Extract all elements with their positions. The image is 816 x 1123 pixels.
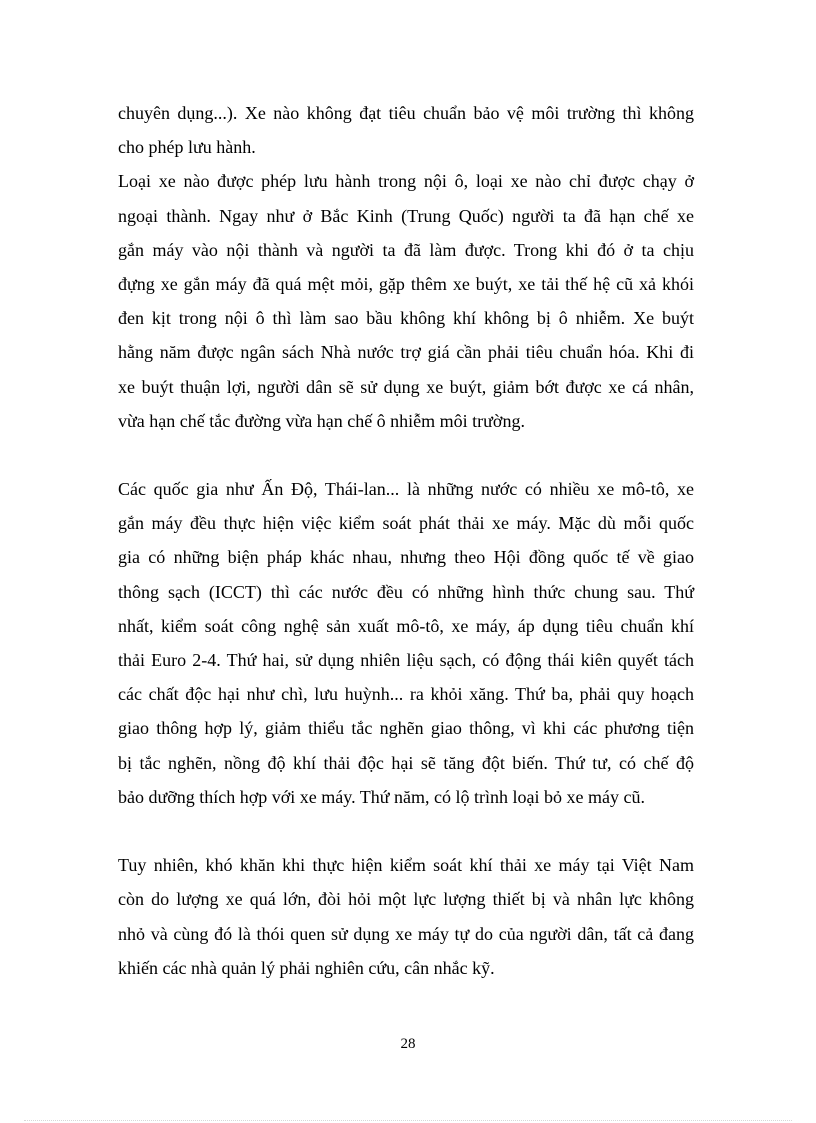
text-line: nhất, kiểm soát công nghệ sản xuất mô-tô, xe máy, áp dụng tiêu chuẩn khí [118, 615, 694, 636]
text-line: Các quốc gia như Ấn Độ, Thái-lan... là những nước có nhiều xe mô-tô, xe [118, 479, 694, 500]
page-number: 28 [400, 1036, 416, 1052]
text-line: Loại xe nào được phép lưu hành trong nội ô, loại xe nào chỉ được chạy ở [118, 171, 694, 192]
text-line: cho phép lưu hành. [118, 137, 256, 158]
text-line: khiến các nhà quản lý phải nghiên cứu, cân nhắc kỹ. [118, 957, 495, 978]
text-line: thông sạch (ICCT) thì các nước đều có những hình thức chung sau. Thứ [118, 581, 694, 602]
text-line: đựng xe gắn máy đã quá mệt mỏi, gặp thêm xe buýt, xe tải thế hệ cũ xả khói [118, 273, 694, 294]
text-line: các chất độc hại như chì, lưu huỳnh... ra khỏi xăng. Thứ ba, phải quy hoạch [118, 684, 694, 705]
text-line: bị tắc nghẽn, nồng độ khí thải độc hại sẽ tăng đột biến. Thứ tư, có chế độ [118, 752, 694, 773]
text-line: ngoại thành. Ngay như ở Bắc Kinh (Trung Quốc) người ta đã hạn chế xe [118, 205, 694, 226]
paragraph-spacer [118, 814, 694, 848]
paragraph-2 [118, 472, 694, 814]
paragraph-3 [118, 848, 694, 985]
text-line: gắn máy vào nội thành và người ta đã làm được. Trong khi đó ở ta chịu [118, 239, 694, 260]
text-line: còn do lượng xe quá lớn, đòi hỏi một lực lượng thiết bị và nhân lực không [118, 889, 694, 910]
text-line: đen kịt trong nội ô thì làm sao bầu không khí không bị ô nhiễm. Xe buýt [118, 308, 694, 329]
page-bottom-divider [24, 1120, 792, 1121]
text-line: nhỏ và cùng đó là thói quen sử dụng xe máy tự do của người dân, tất cả đang [118, 923, 694, 944]
document-body [118, 96, 694, 985]
paragraph-spacer [118, 438, 694, 472]
text-line: gia có những biện pháp khác nhau, nhưng theo Hội đồng quốc tế về giao [118, 547, 694, 568]
text-line: thải Euro 2-4. Thứ hai, sử dụng nhiên liệu sạch, có động thái kiên quyết tách [118, 650, 694, 670]
text-line: hằng năm được ngân sách Nhà nước trợ giá cần phải tiêu chuẩn hóa. Khi đi [118, 342, 694, 363]
text-line: chuyên dụng...). Xe nào không đạt tiêu chuẩn bảo vệ môi trường thì không [118, 103, 694, 123]
text-line: vừa hạn chế tắc đường vừa hạn chế ô nhiễm môi trường. [118, 410, 525, 431]
text-line: xe buýt thuận lợi, người dân sẽ sử dụng xe buýt, giảm bớt được xe cá nhân, [118, 376, 694, 397]
text-line: giao thông hợp lý, giảm thiểu tắc nghẽn giao thông, vì khi các phương tiện [118, 718, 694, 739]
text-line: gắn máy đều thực hiện việc kiểm soát phát thải xe máy. Mặc dù mỗi quốc [118, 513, 694, 534]
text-line: bảo dưỡng thích hợp với xe máy. Thứ năm, có lộ trình loại bỏ xe máy cũ. [118, 786, 645, 807]
text-line: Tuy nhiên, khó khăn khi thực hiện kiểm soát khí thải xe máy tại Việt Nam [118, 855, 694, 876]
paragraph-1 [118, 96, 694, 438]
